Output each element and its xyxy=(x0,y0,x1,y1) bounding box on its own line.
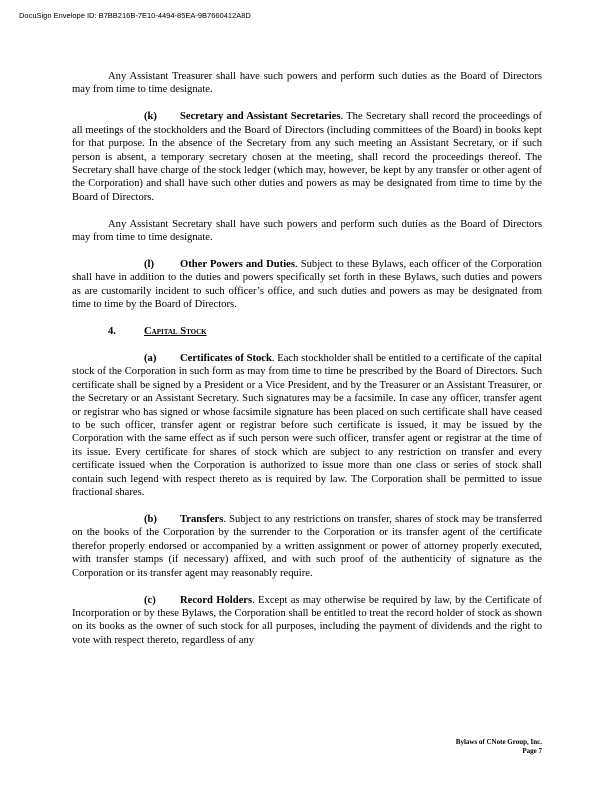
paragraph-assistant-treasurer: Any Assistant Treasurer shall have such powers and perform such duties as the Board of Directors may from time to time designate. xyxy=(72,71,542,96)
clause-text: . Each stockholder shall be entitled to a certificate of the capital stock of the Corporation in such form as may from time to time be prescribed by the Board of Directors. Such certificate shall be signed by a President or a Vice President, and by the Treasurer or an Assistant Treasurer, or the Secretary or an Assistant Secretary. Such signatures may be a facsimile. In case any officer, transfer agent or registrar who has signed or whose facsimile signature has been placed on such certificate shall have ceased to be such officer, transfer agent or registrar before such certificate is issued, it may be issued by the Corporation with the same effect as if such person were such officer, transfer agent or registrar at the time of its issue. Every certificate for shares of stock which are subject to any restriction on transfer and every certificate issued when the Corporation is authorized to issue more than one class or series of stock shall contain such legend with respect thereto as is required by law. The Corporation shall be permitted to issue fractional shares. xyxy=(72,353,543,499)
clause-heading: Record Holders xyxy=(180,594,253,606)
clause-label: (a) xyxy=(144,353,157,364)
section-title: Capital Stock xyxy=(144,326,207,338)
clause-text: . Subject to these Bylaws, each officer of the Corporation shall have in addition to the duties and powers specifically set forth in these Bylaws, such duties and powers as are customarily incident to such officer’s office, and such duties and powers as may be designated from time to time by the Board of Directors. xyxy=(72,258,542,311)
document-body xyxy=(72,70,542,661)
footer-document-title: Bylaws of CNote Group, Inc. xyxy=(455,738,542,746)
clause-heading: Other Powers and Duties xyxy=(180,258,295,270)
clause-label: (b) xyxy=(144,513,157,525)
clause-heading: Transfers xyxy=(180,513,224,525)
paragraph-k-secretary xyxy=(72,110,542,204)
paragraph-b-transfers xyxy=(72,513,542,580)
clause-label: (k) xyxy=(144,111,157,123)
section-number: 4. xyxy=(108,326,116,338)
clause-text: . Except as may otherwise be required by law, by the Certificate of Incorporation or by these Bylaws, the Corporation shall be entitled to treat the record holder of stock as shown on its books as the owner of such stock for all purposes, including the payment of dividends and the right to vote with respect thereto, regardless of any xyxy=(72,594,542,646)
section-heading-capital-stock xyxy=(72,325,542,338)
paragraph-c-record-holders xyxy=(72,594,542,648)
page-footer xyxy=(456,738,542,756)
clause-text: . Subject to any restrictions on transfer, shares of stock may be transferred on the books of the Corporation by the surrender to the Corporation or its transfer agent of the certificate therefor properly endorsed or accompanied by a written assignment or power of attorney properly executed, with transfer stamps (if necessary) affixed, and with such proof of the authenticity of signature as the Corporation or its transfer agent may reasonably require. xyxy=(72,513,542,579)
paragraph-a-certificates xyxy=(72,352,542,499)
paragraph-l-other-powers xyxy=(72,258,542,312)
paragraph-assistant-secretary: Any Assistant Secretary shall have such powers and perform such duties as the Board of Directors may from time to time designate. xyxy=(72,218,542,244)
clause-heading: Secretary and Assistant Secretaries xyxy=(180,111,341,123)
clause-text: . The Secretary shall record the proceedings of all meetings of the stockholders and the Board of Directors (including committees of the Board) in books kept for that purpose. In the absence of the Secretary from any such meeting an Assistant Secretary, or if such person is absent, a temporary secretary chosen at the meeting, shall record the proceedings thereof. The Secretary shall have charge of the stock ledger (which may, however, be kept by any transfer or other agent of the Corporation) and shall have such other duties and powers as may be designated from time to time by the Board of Directors. xyxy=(72,111,542,203)
clause-heading: Certificates of Stock xyxy=(180,353,272,364)
clause-label: (l) xyxy=(144,258,154,270)
docusign-envelope-id: DocuSign Envelope ID: B7BB216B-7E10-4494-85EA-9B7660412A8D xyxy=(19,11,251,20)
footer-page-number: Page 7 xyxy=(522,747,542,755)
clause-label: (c) xyxy=(144,594,156,606)
